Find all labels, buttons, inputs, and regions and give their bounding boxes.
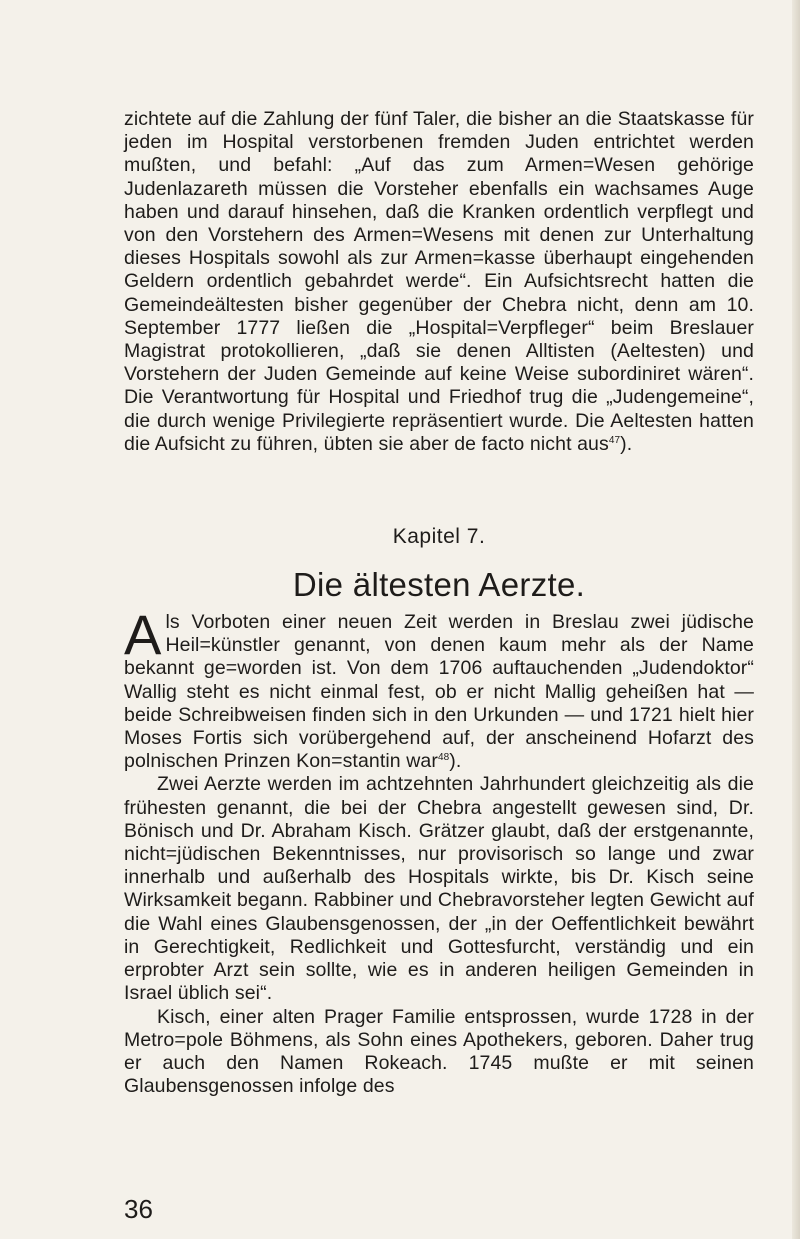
footnote-ref-48: 48 bbox=[437, 752, 450, 764]
paragraph-4: Kisch, einer alten Prager Familie entsprossen, wurde 1728 in der Metro=pole Böhmens, als Sohn eines Apothekers, geboren. Daher trug er auch den Namen Rokeach. 1745 mußte er mit seinen Glaubensgenossen infolge des bbox=[124, 1005, 754, 1098]
chapter-body bbox=[124, 603, 754, 1098]
paragraph-3: Zwei Aerzte werden im achtzehnten Jahrhundert gleichzeitig als die frühesten genannt, die bei der Chebra angestellt gewesen sind, Dr. Bönisch und Dr. Abraham Kisch. Grätzer glaubt, daß der erstgenannte, nicht=jüdischen Bekenntnisses, nur provisorisch so lange und zwar innerhalb und außerhalb des Hospitals wirkte, bis Dr. Kisch seine Wirksamkeit begann. Rabbiner und Chebravorsteher legten Gewicht auf die Wahl eines Glaubensgenossen, der „in der Oeffentlichkeit bewährt in Gerechtigkeit, Redlichkeit und Gottesfurcht, verständig und ein erprobter Arzt sein sollte, wie es in anderen heiligen Gemeinden in Israel üblich sei“. bbox=[124, 773, 754, 1005]
page-content bbox=[124, 108, 754, 1098]
chapter-label: Kapitel 7. bbox=[392, 525, 486, 549]
paragraph-1: zichtete auf die Zahlung der fünf Taler, die bisher an die Staatskasse für jeden im Hospital verstorbenen fremden Juden entrichtet werden mußten, und befahl: „Auf das zum Armen=Wesen gehörige Judenlazareth müssen die Vorsteher ebenfalls ein wachsames Auge haben und darauf hinsehen, daß die Kranken ordentlich verpflegt und von den Vorstehern des Armen=Wesens mit denen zur Unterhaltung dieses Hospitals sowohl als zur Armen=kasse überhaupt eingehenden Geldern ordentlich gebahrdet werde“. Ein Aufsichtsrecht hatten die Gemeindeältesten bisher gegenüber der Chebra nicht, denn am 10. September 1777 ließen die „Hospital=Verpfleger“ beim Breslauer Magistrat protokollieren, „daß sie denen Alltisten (Aeltesten) und Vorstehern der Juden Gemeinde auf keine Weise subordiniret wären“. Die Verantwortung für Hospital und Friedhof trug die „Judengemeine“, die durch wenige Privilegierte repräsentiert wurde. Die Aeltesten hatten die Aufsicht zu führen, übten sie aber de facto nicht aus$^{47}$). bbox=[124, 108, 754, 455]
footnote-ref-47: 47 bbox=[608, 434, 621, 446]
page-edge bbox=[792, 0, 800, 1239]
drop-cap: A bbox=[124, 603, 162, 667]
page-number: 36 bbox=[124, 1194, 153, 1224]
paragraph-2: Als Vorboten einer neuen Zeit werden in Breslau zwei jüdische Heil=künstler genannt, von denen kaum mehr als der Name bekannt ge=worden ist. Von dem 1706 auftauchenden „Judendoktor“ Wallig steht es nicht einmal fest, ob er nicht Mallig geheißen hat — beide Schreibweisen finden sich in den Urkunden — und 1721 hielt hier Moses Fortis sich vorübergehend auf, der anscheinend Hofarzt des polnischen Prinzen Kon=stantin war$^{48}$). bbox=[124, 603, 754, 773]
chapter-title: Die ältesten Aerzte. bbox=[292, 566, 586, 604]
